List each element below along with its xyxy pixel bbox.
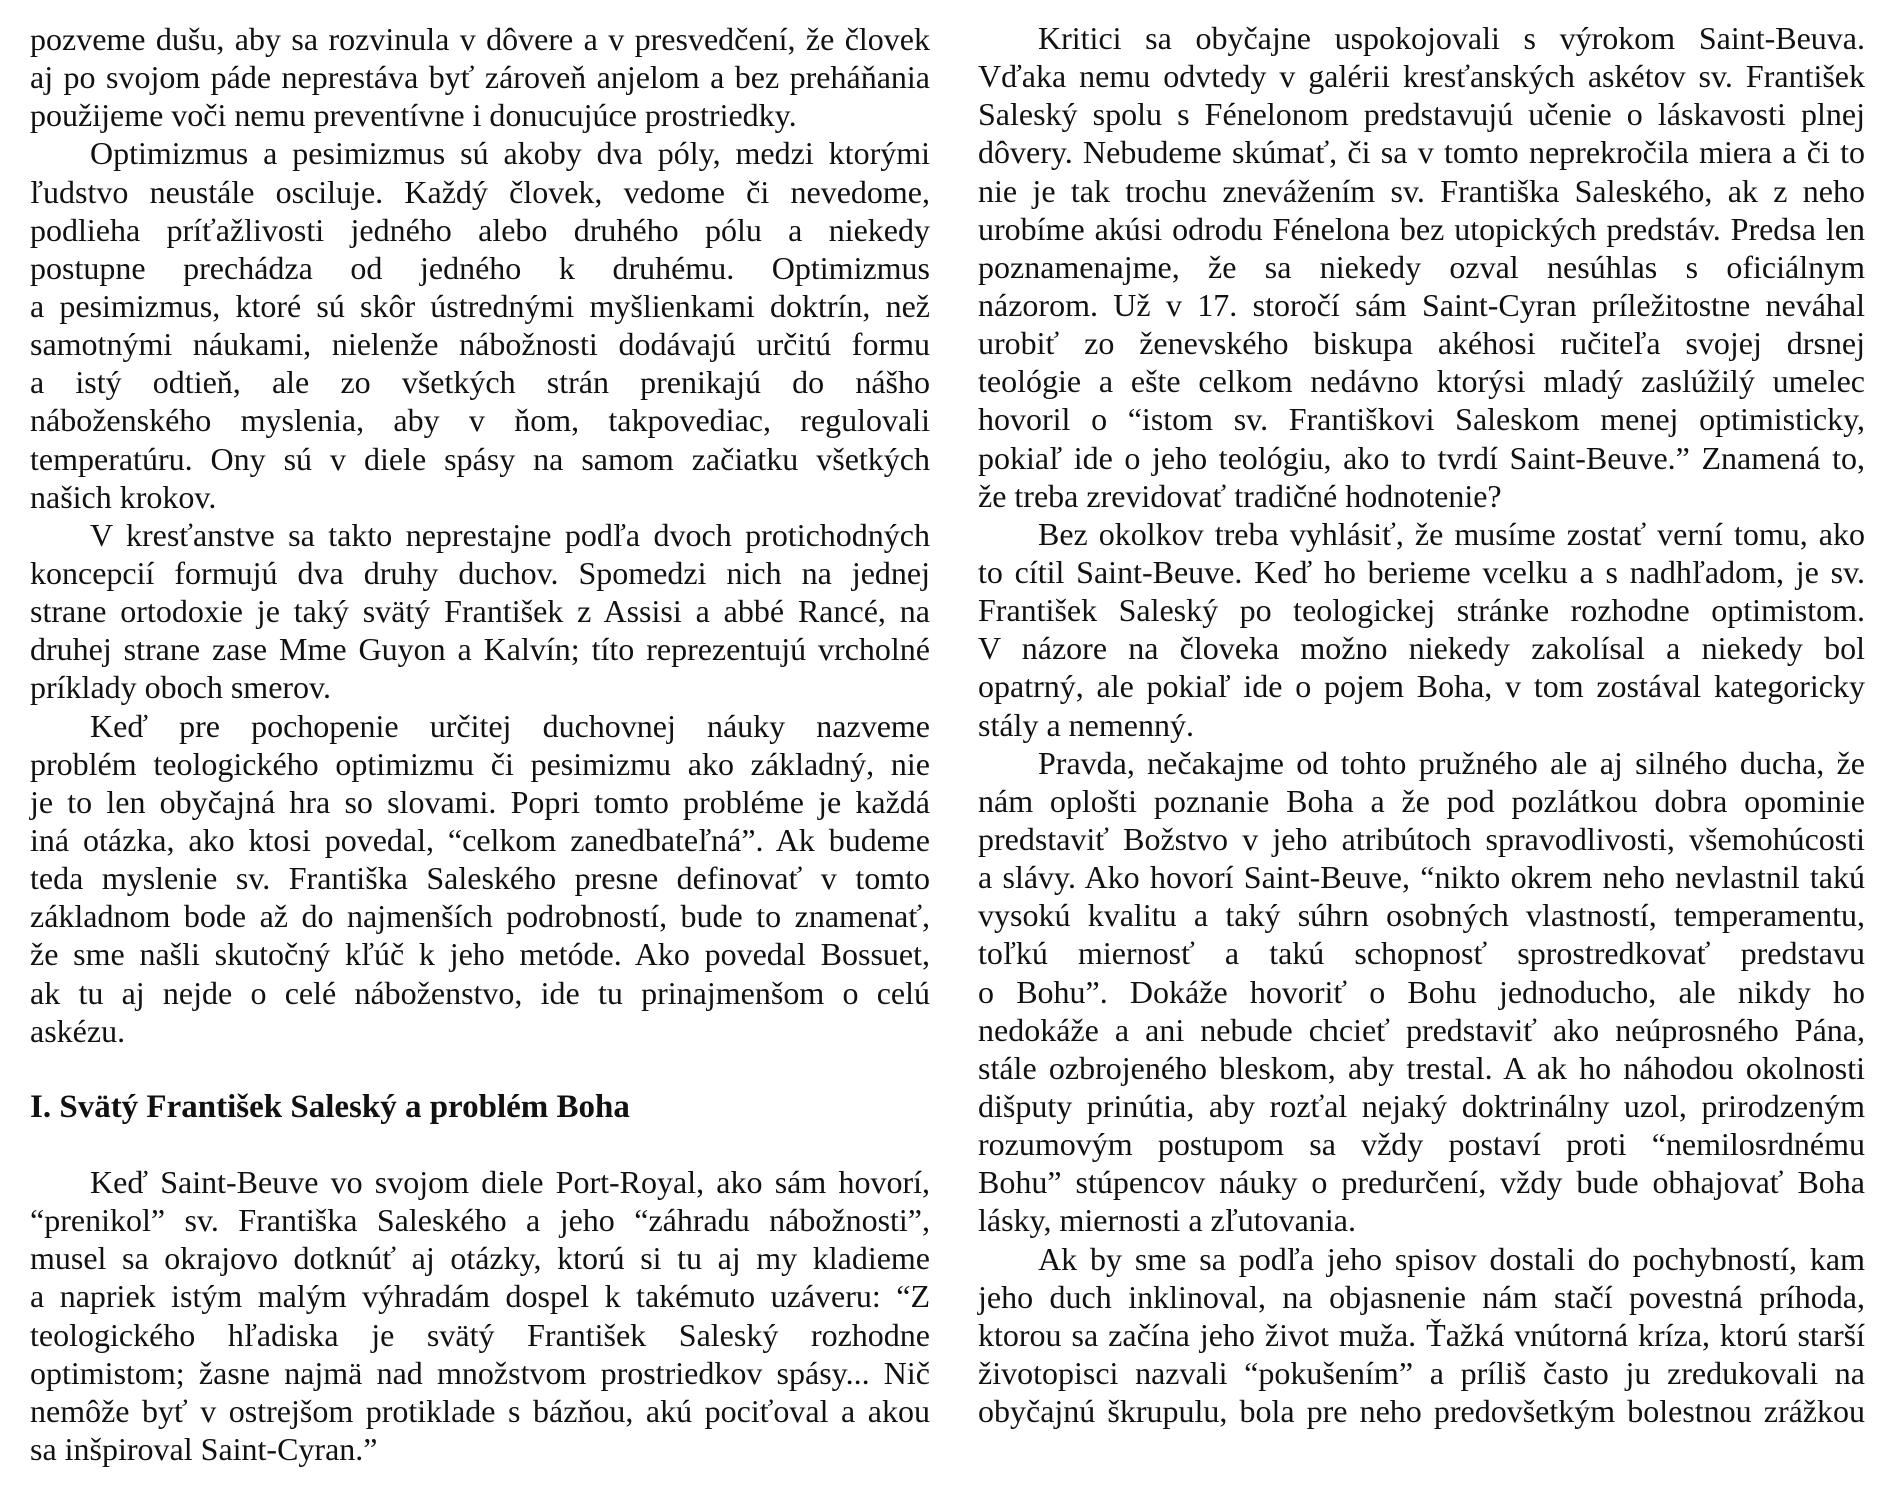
text-line: že sme našli skutočný kľúč k jeho metóde. Ako povedal Bossuet, [30,936,930,973]
text-line: sa inšpiroval Saint-Cyran.” [30,1430,378,1467]
text-line: ak tu aj nejde o celé náboženstvo, ide tu prinajmenšom o celú [30,974,930,1011]
text-line: a napriek istým malým výhradám dospel k takémuto uzáveru: “Z [30,1278,930,1315]
text-line: o Bohu”. Dokáže hovoriť o Bohu jednoducho, ale nikdy ho [978,973,1865,1010]
paragraph [978,19,1865,1430]
text-line: nedokáže a ani nebude chcieť predstaviť ako neúprosného Pána, [978,1011,1865,1048]
text-line: príklady oboch smerov. [30,669,331,706]
text-line: je to len obyčajná hra so slovami. Popri tomto probléme je každá [30,783,930,820]
text-line: ktorou sa začína jeho život muža. Ťažká vnútorná kríza, ktorú starší [978,1316,1865,1353]
text-line: vysokú kvalitu a taký súhrn osobných vlastností, temperamentu, [978,897,1865,934]
text-line: obyčajnú škrupulu, bola pre neho predovšetkým bolestnou zrážkou [978,1393,1865,1430]
text-line: a pesimizmus, ktoré sú skôr ústrednými myšlienkami doktrín, než [30,287,930,324]
text-line: nie je tak trochu znevážením sv. Františka Saleského, ak z neho [978,172,1865,209]
text-line: Keď pre pochopenie určitej duchovnej náuky nazveme [90,707,930,744]
text-line: náboženského myslenia, aby v ňom, takpovediac, regulovali [30,402,930,439]
text-line: opatrný, ale pokiaľ ide o pojem Boha, v tom zostával kategoricky [978,668,1865,705]
text-line: V názore na človeka možno niekedy zakolísal a niekedy bol [978,630,1865,667]
text-line: Saleský spolu s Fénelonom predstavujú učenie o láskavosti plnej [978,96,1865,133]
text-line: dišputy prinútia, aby rozťal nejaký doktrinálny uzol, prirodzeným [978,1087,1865,1124]
text-line: strane ortodoxie je taký svätý František z Assisi a abbé Rancé, na [30,593,930,630]
text-line: to cítil Saint-Beuve. Keď ho berieme vcelku a s nadhľadom, je sv. [978,553,1865,590]
text-line: že treba zrevidovať tradičné hodnotenie? [978,477,1502,514]
text-line: rozumovým postupom sa vždy postaví proti “nemilosrdnému [978,1126,1865,1163]
text-line: jeho duch inklinoval, na objasnenie nám stačí povestná príhoda, [978,1278,1865,1315]
text-line: životopisci nazvali “pokušením” a príliš často ju zredukovali na [978,1354,1865,1391]
text-line: urobiť zo ženevského biskupa akéhosi ručiteľa svojej drsnej [978,325,1865,362]
text-line: Bez okolkov treba vyhlásiť, že musíme zostať verní tomu, ako [1038,515,1865,552]
text-line: koncepcií formujú dva druhy duchov. Spomedzi nich na jednej [30,554,930,591]
text-line: pozveme dušu, aby sa rozvinula v dôvere a v presvedčení, že človek [30,21,930,57]
text-line: ľudstvo neustále osciluje. Každý človek, vedome či nevedome, [30,173,930,210]
left-column [30,0,930,1500]
text-line: teda myslenie sv. Františka Saleského presne definovať v tomto [30,860,930,897]
text-line: temperatúru. Ony sú v diele spásy na samom začiatku všetkých [30,440,930,477]
text-line: dôvery. Nebudeme skúmať, či sa v tomto neprekročila miera a či to [978,134,1865,171]
text-line: postupne prechádza od jedného k druhému. Optimizmus [30,249,930,286]
text-line: samotnými náukami, nielenže nábožnosti dodávajú určitú formu [30,326,930,363]
text-line: V kresťanstve sa takto neprestajne podľa dvoch protichodných [90,516,930,553]
right-column [978,0,1865,1500]
text-line: pokiaľ ide o jeho teológiu, ako to tvrdí Saint-Beuve.” Znamená to, [978,439,1865,476]
text-line: názorom. Už v 17. storočí sám Saint-Cyran príležitostne neváhal [978,286,1865,323]
text-line: František Saleský po teologickej stránke rozhodne optimistom. [978,592,1865,629]
text-line: poznamenajme, že sa niekedy ozval nesúhlas s oficiálnym [978,248,1865,285]
paragraph [30,20,930,1050]
text-line: stály a nemenný. [978,706,1194,743]
text-line: problém teologického optimizmu či pesimizmu ako základný, nie [30,745,930,782]
text-line: Optimizmus a pesimizmus sú akoby dva póly, medzi ktorými [90,135,930,172]
text-line: urobíme akúsi odrodu Fénelona bez utopických predstáv. Predsa len [978,210,1865,247]
text-line: podlieha príťažlivosti jedného alebo druhého pólu a niekedy [30,211,930,248]
text-line: lásky, miernosti a zľutovania. [978,1202,1356,1239]
text-line: Ak by sme sa podľa jeho spisov dostali do pochybností, kam [1038,1240,1865,1277]
text-line: hovoril o “istom sv. Františkovi Saleskom menej optimisticky, [978,401,1865,438]
text-line: Pravda, nečakajme od tohto pružného ale aj silného ducha, že [1038,744,1865,781]
text-line: Keď Saint-Beuve vo svojom diele Port-Royal, ako sám hovorí, [90,1164,930,1200]
text-line: našich krokov. [30,478,217,515]
paragraph [30,1163,930,1468]
text-line: optimistom; žasne najmä nad množstvom prostriedkov spásy... Nič [30,1354,930,1391]
text-line: Bohu” stúpencov náuky o predurčení, vždy bude obhajovať Boha [978,1164,1865,1201]
text-line: nám oplošti poznanie Boha a že pod pozlátkou dobra opominie [978,782,1865,819]
text-line: a istý odtieň, ale zo všetkých strán prenikajú do nášho [30,364,930,401]
text-line: základnom bode až do najmenších podrobností, bude to znamenať, [30,898,930,935]
text-line: Vďaka nemu odvtedy v galérii kresťanských askétov sv. František [978,58,1865,95]
text-line: použijeme voči nemu preventívne i donucujúce prostriedky. [30,97,797,134]
text-line: teologického hľadiska je svätý František Saleský rozhodne [30,1316,930,1353]
text-line: nemôže byť v ostrejšom protiklade s bázňou, akú pociťoval a akou [30,1392,930,1429]
text-line: aj po svojom páde neprestáva byť zároveň anjelom a bez preháňania [30,59,930,96]
text-line: iná otázka, ako ktosi povedal, “celkom zanedbateľná”. Ak budeme [30,821,930,858]
text-line: stále ozbrojeného bleskom, aby trestal. A ak ho náhodou okolnosti [978,1049,1865,1086]
text-line: predstaviť Božstvo v jeho atribútoch spravodlivosti, všemohúcosti [978,820,1865,857]
text-line: “prenikol” sv. Františka Saleského a jeho “záhradu nábožnosti”, [30,1202,930,1239]
text-line: musel sa okrajovo dotknúť aj otázky, ktorú si tu aj my kladieme [30,1240,930,1277]
text-line: druhej strane zase Mme Guyon a Kalvín; títo reprezentujú vrcholné [30,631,930,668]
text-line: Kritici sa obyčajne uspokojovali s výrokom Saint-Beuva. [1038,20,1865,56]
text-line: teológie a ešte celkom nedávno ktorýsi mladý zaslúžilý umelec [978,363,1865,400]
text-line: a slávy. Ako hovorí Saint-Beuve, “nikto okrem neho nevlastnil takú [978,859,1865,896]
text-line: toľkú miernosť a takú schopnosť sprostredkovať predstavu [978,935,1865,972]
section-heading: I. Svätý František Saleský a problém Boha [30,1089,630,1125]
text-line: askézu. [30,1012,126,1049]
